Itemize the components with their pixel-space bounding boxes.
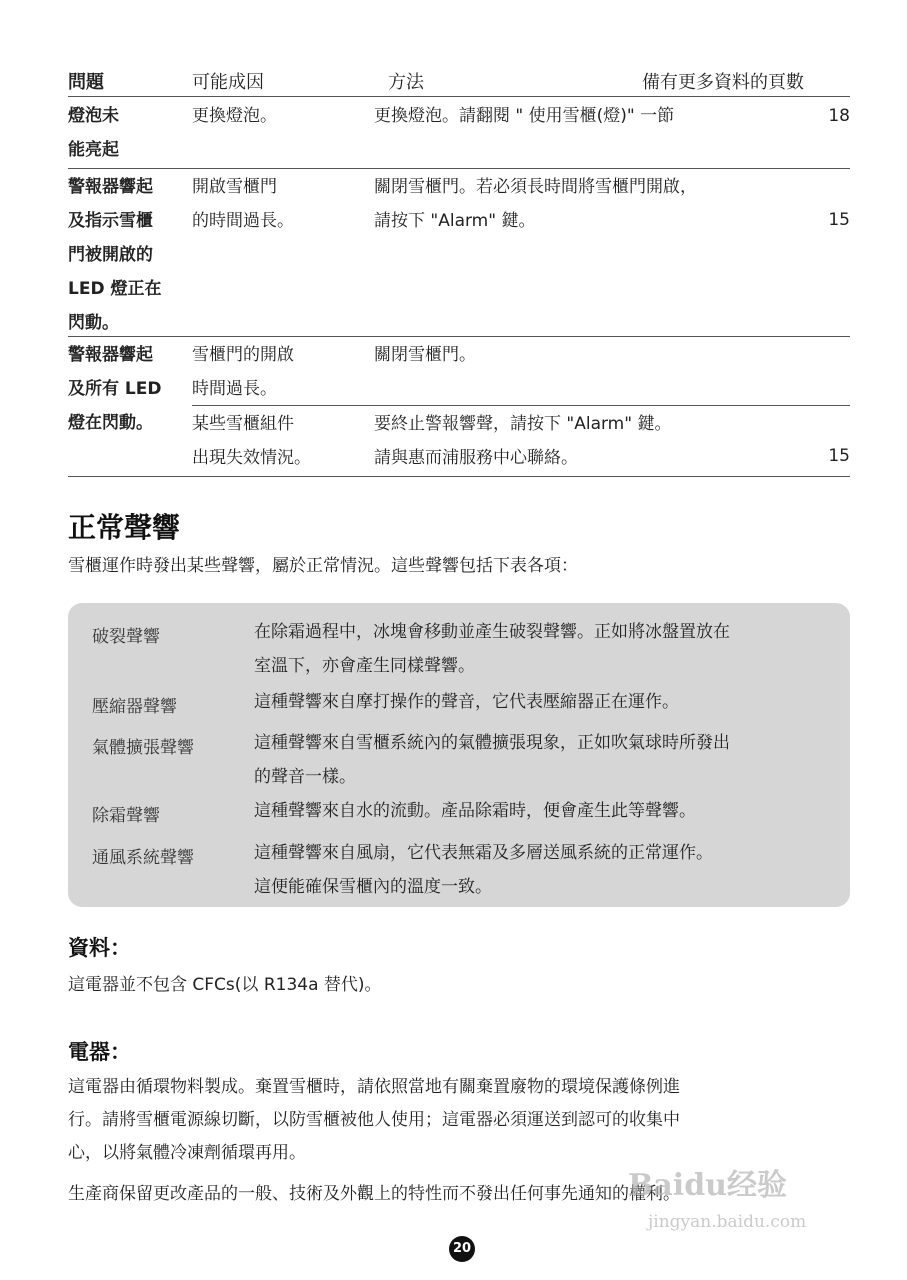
row2-method: 關閉雪櫃門。若必須長時間將雪櫃門開啟， 請按下 "Alarm" 鍵。 [374,177,697,231]
table-divider [68,476,850,477]
watermark-logo: Baidu经验 [628,1168,787,1203]
appliance-title: 電器： [68,1040,131,1064]
sound-name: 壓縮器聲響 [92,697,177,717]
header-pages: 備有更多資料的頁數 [642,72,804,93]
table-divider [68,168,850,169]
appliance-line: 行。請將雪櫃電源線切斷，以防雪櫃被他人使用；這電器必須運送到認可的收集中 [68,1110,680,1130]
header-cause: 可能成因 [192,72,264,93]
info-title: 資料： [68,936,131,960]
table-divider [68,96,850,97]
sound-desc: 這種聲響來自水的流動。產品除霜時，便會產生此等聲響。 [254,801,696,821]
row1-problem: 燈泡未 能亮起 [68,106,119,160]
sound-name: 除霜聲響 [92,806,160,826]
info-text: 這電器並不包含 CFCs(以 R134a 替代)。 [68,975,382,995]
sounds-intro: 雪櫃運作時發出某些聲響，屬於正常情況。這些聲響包括下表各項： [68,556,578,576]
sound-desc: 這種聲響來自摩打操作的聲音，它代表壓縮器正在運作。 [254,692,679,712]
page-number: 20 [449,1236,475,1262]
row4-method: 要終止警報響聲，請按下 "Alarm" 鍵。 請與惠而浦服務中心聯絡。 [374,414,672,468]
manufacturer-notice: 生產商保留更改產品的一般、技術及外觀上的特性而不發出任何事先通知的權利。 [68,1184,680,1204]
row2-problem: 警報器響起 及指示雪櫃 門被開啟的 LED 燈正在 閃動。 [68,177,162,333]
sound-desc: 這種聲響來自風扇，它代表無霜及多層送風系統的正常運作。 這便能確保雪櫃內的溫度一致。 [254,843,713,897]
row1-page: 18 [828,106,850,126]
sound-name: 氣體擴張聲響 [92,738,194,758]
sound-desc: 在除霜過程中，冰塊會移動並產生破裂聲響。正如將冰盤置放在 室溫下，亦會產生同樣聲響。 [254,622,730,676]
row3-method: 關閉雪櫃門。 [374,345,476,365]
row2-page: 15 [828,210,850,230]
row3-cause: 雪櫃門的開啟 時間過長。 [192,345,294,399]
row4-page: 15 [828,446,850,466]
row3-problem: 警報器響起 及所有 LED 燈在閃動。 [68,345,162,433]
table-divider [68,336,850,337]
row2-cause: 開啟雪櫃門 的時間過長。 [192,177,294,231]
sound-name: 通風系統聲響 [92,848,194,868]
header-problem: 問題 [68,72,104,93]
watermark-url: jingyan.baidu.com [648,1212,807,1232]
appliance-line: 這電器由循環物料製成。棄置雪櫃時，請依照當地有關棄置廢物的環境保護條例進 [68,1077,680,1097]
table-divider [192,405,850,406]
row1-method: 更換燈泡。請翻閱 " 使用雪櫃(燈)" 一節 [374,106,675,126]
section-title: 正常聲響 [68,511,181,544]
row4-cause: 某些雪櫃組件 出現失效情況。 [192,414,311,468]
row1-cause: 更換燈泡。 [192,106,277,126]
header-method: 方法 [388,72,424,93]
sound-name: 破裂聲響 [92,627,160,647]
sound-desc: 這種聲響來自雪櫃系統內的氣體擴張現象，正如吹氣球時所發出 的聲音一樣。 [254,733,730,787]
appliance-line: 心，以將氣體冷凍劑循環再用。 [68,1143,306,1163]
